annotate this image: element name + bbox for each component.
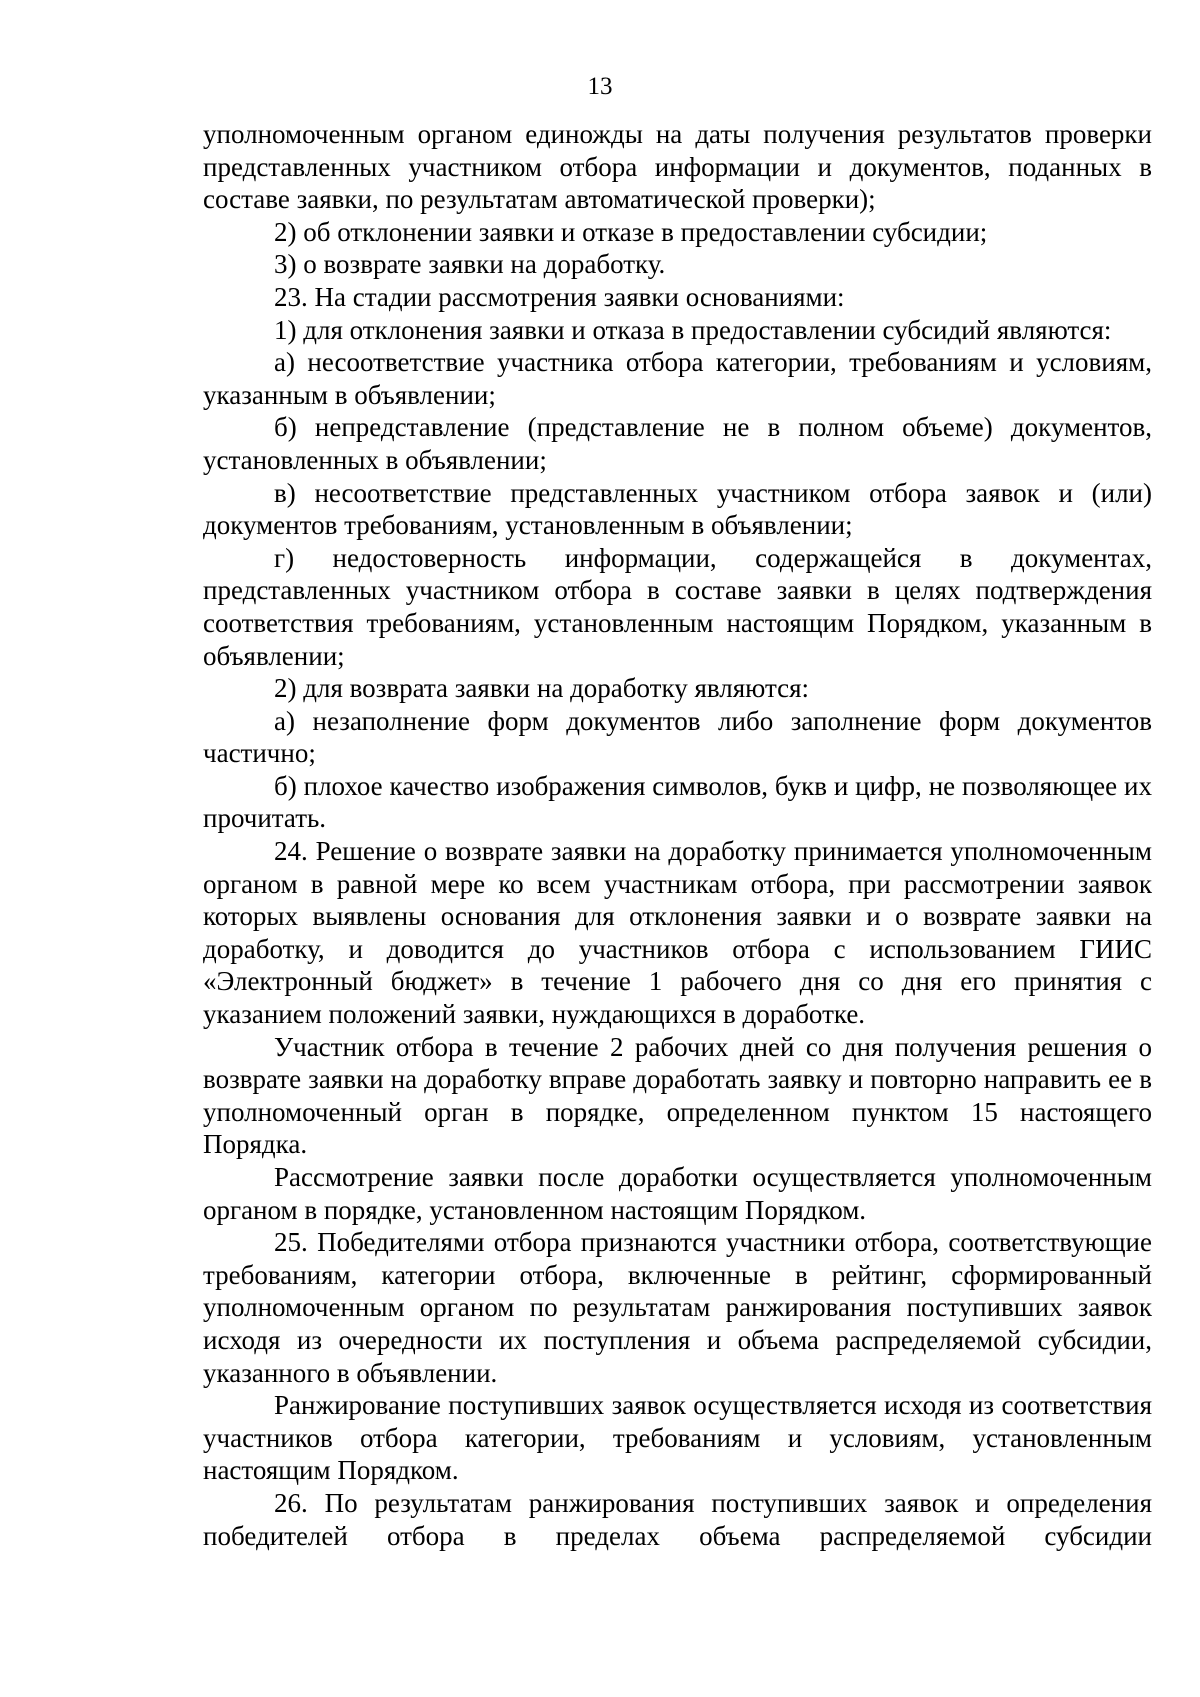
paragraph: 23. На стадии рассмотрения заявки основаниями: — [274, 281, 845, 312]
paragraph: Рассмотрение заявки после доработки осуществляется уполномоченным органом в порядке, установленном настоящим Порядком. — [203, 1162, 1152, 1225]
paragraph: 24. Решение о возврате заявки на доработку принимается уполномоченным органом в равной мере ко всем участникам отбора, при рассмотрении заявок которых выявлены основания для отклонения заявки и о возврате заявки на доработку, и доводится до участников отбора с использованием ГИИС «Электронный бюджет» в течение 1 рабочего дня со дня его принятия с указанием положений заявки, нуждающихся в доработке. — [203, 836, 1152, 1030]
paragraph: 25. Победителями отбора признаются участники отбора, соответствующие требованиям, категории отбора, включенные в рейтинг, сформированный уполномоченным органом по результатам ранжирования поступивших заявок исходя из очередности их поступления и объема распределяемой субсидии, указанного в объявлении. — [203, 1227, 1152, 1388]
paragraph: б) плохое качество изображения символов, букв и цифр, не позволяющее их прочитать. — [203, 770, 1152, 834]
paragraph: 2) для возврата заявки на доработку являются: — [274, 673, 810, 704]
paragraph: Участник отбора в течение 2 рабочих дней со дня получения решения о возврате заявки на доработку вправе доработать заявку и повторно направить ее в уполномоченный орган в порядке, определенном пунктом 15 настоящего Порядка. — [203, 1031, 1152, 1160]
paragraph: 26. По результатам ранжирования поступивших заявок и определения победителей отбора в пределах объема распределяемой субсидии — [203, 1487, 1152, 1551]
paragraph: 2) об отклонении заявки и отказе в предоставлении субсидии; — [274, 216, 988, 247]
paragraph: б) непредставление (представление не в полном объеме) документов, установленных в объявлении; — [203, 412, 1152, 475]
paragraph: а) незаполнение форм документов либо заполнение форм документов частично; — [203, 705, 1152, 769]
paragraph: 1) для отклонения заявки и отказа в предоставлении субсидий являются: — [274, 314, 1112, 345]
paragraph: в) несоответствие представленных участником отбора заявок и (или) документов требованиям, установленным в объявлении; — [203, 477, 1152, 541]
paragraph: Ранжирование поступивших заявок осуществляется исходя из соответствия участников отбора категории, требованиям и условиям, установленным настоящим Порядком. — [203, 1390, 1152, 1486]
paragraph: уполномоченным органом единожды на даты получения результатов проверки представленных участником отбора информации и документов, поданных в составе заявки, по результатам автоматической проверки); — [203, 119, 1152, 215]
document-body — [203, 118, 1152, 1552]
paragraph: а) несоответствие участника отбора категории, требованиям и условиям, указанным в объявлении; — [203, 347, 1152, 410]
paragraph: 3) о возврате заявки на доработку. — [274, 249, 666, 280]
paragraph: г) недостоверность информации, содержащейся в документах, представленных участником отбора в составе заявки в целях подтверждения соответствия требованиям, установленным настоящим Порядком, указанным в объявлении; — [203, 542, 1152, 671]
page-number: 13 — [587, 73, 613, 100]
